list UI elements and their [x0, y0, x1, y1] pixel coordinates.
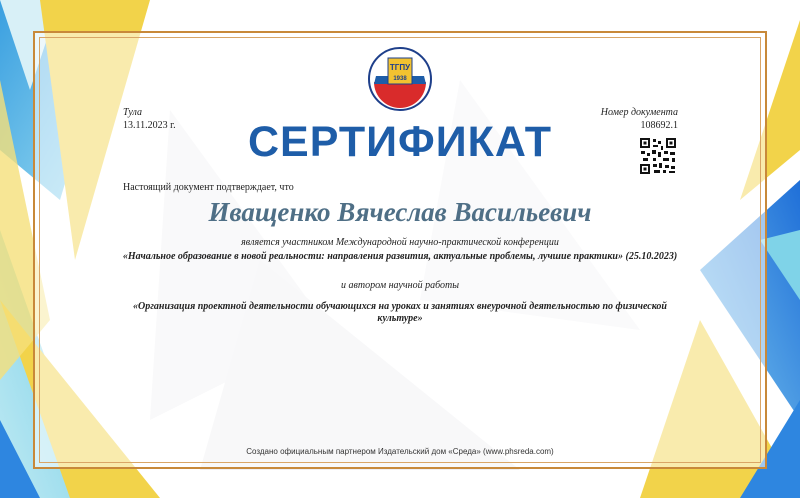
participant-line: является участником Международной научно-практической конференции [241, 237, 559, 248]
city-label: Тула [123, 107, 142, 118]
logo-year: 1938 [393, 76, 407, 82]
document-number: 108692.1 [640, 120, 678, 131]
author-line: и автором научной работы [341, 280, 459, 291]
footer-note: Создано официальным партнером Издательский дом «Среда» (www.phsreda.com) [246, 447, 554, 456]
university-logo-icon [366, 46, 434, 112]
confirm-text: Настоящий документ подтверждает, что [123, 182, 294, 193]
issue-date: 13.11.2023 г. [123, 120, 176, 131]
certificate-title: СЕРТИФИКАТ [247, 118, 553, 166]
document-number-label: Номер документа [600, 107, 678, 118]
logo-text: ТГПУ [389, 63, 411, 72]
recipient-name: Иващенко Вячеслав Васильевич [208, 197, 592, 227]
work-title: «Организация проектной деятельности обучающихся на уроках и занятиях внеурочной деятельностью по физической культуре» [133, 301, 667, 324]
conference-title: «Начальное образование в новой реальности: направления развития, актуальные проблемы, лучшие практики» (25.10.2023) [122, 251, 678, 262]
